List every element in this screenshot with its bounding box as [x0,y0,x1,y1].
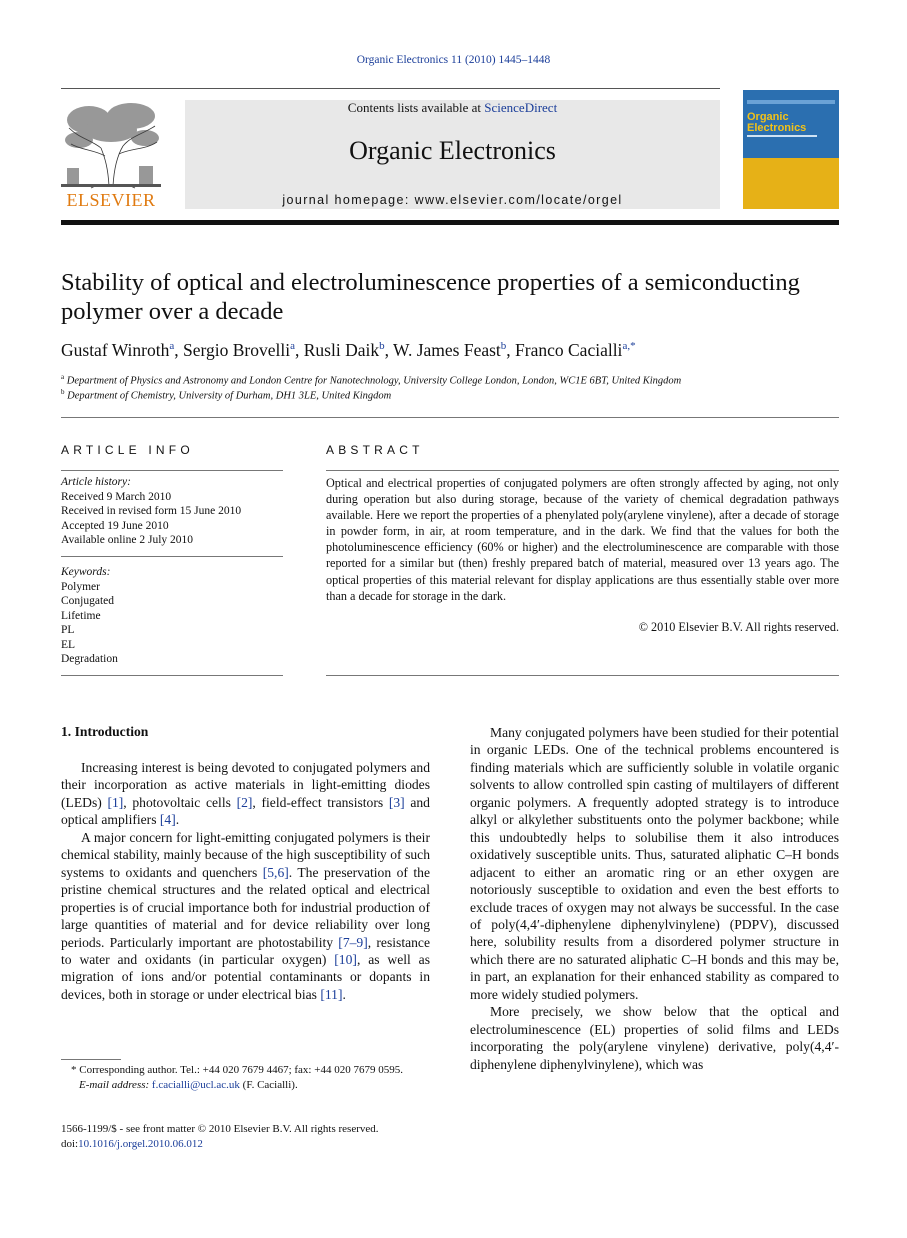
keyword: EL [61,638,76,651]
reference-link[interactable]: [3] [388,794,405,810]
affiliation-text: Department of Chemistry, University of Durham, DH1 3LE, United Kingdom [67,390,392,402]
author-name: W. James Feast [393,340,501,360]
text-run: and optical amplifiers [61,794,430,828]
doi-line [61,1137,461,1152]
body-column-left [61,759,430,1003]
paragraph [61,829,430,1004]
author-affiliation-mark[interactable]: a,* [622,340,636,353]
article-info-heading: ARTICLE INFO [61,443,194,457]
reference-link[interactable]: [7–9] [338,934,368,950]
author-name: Franco Cacialli [515,340,623,360]
text-run: A major concern for light-emitting conjugated polymers is their chemical stability, mainly because of the high susceptibility of such systems to oxidants and quenchers [61,829,430,880]
reference-link[interactable]: [5,6] [262,864,289,880]
paragraph: More precisely, we show below that the optical and electroluminescence (EL) properties of solid films and LEDs incorporating the poly(arylene vinylene) derivative, poly(4,4′-diphenylene diphenylvinylene), which was [470,1004,839,1072]
history-label: Article history: [61,476,131,488]
text-run: , field-effect transistors [252,794,389,810]
article-info-rule [61,556,283,557]
keyword: PL [61,624,75,636]
reference-link[interactable]: [4] [159,812,176,828]
cover-title-line2: Electronics [747,122,807,134]
author-affiliation-mark[interactable]: a [169,340,175,353]
affiliation-mark: a [61,373,65,381]
footnote-rule [61,1059,121,1060]
cover-strip [747,100,835,104]
issn-line: 1566-1199/$ - see front matter © 2010 Elsevier B.V. All rights reserved. [61,1123,379,1135]
text-run: . [342,986,346,1002]
email-suffix: (F. Cacialli). [239,1078,298,1091]
keywords [61,565,283,667]
elsevier-wordmark: ELSEVIER [66,190,156,210]
author-list: Gustaf Winroth$^a$, Sergio Brovelli$^a$, Rusli Daik$^b$, W. James Feast$^b$, Franco Cacialli$^{a,*}$ [61,340,636,360]
history-item: Available online 2 July 2010 [61,534,194,546]
keyword: Polymer [61,580,100,593]
paragraph: Many conjugated polymers have been studied for their potential in organic LEDs. One of the technical problems encountered is finding materials which are sufficiently soluble in volatile organic solvents to allow controlled spin casting of multilayers of different organic polymers. A frequently adopted strategy is to introduce alkyl or alkylether substituents onto the polymer backbone; while this undoubtedly helps to solubilise them it also introduces oxidatively susceptible units. Thus, saturated aliphatic C–H bonds adjacent to either an aromatic ring or an ether oxygen are notoriously susceptible to oxidation and even the best efforts to exclude traces of oxygen may not always be successful. In the case of poly(4,4′-diphenylene diphenylvinylene) (PDPV), discussed here, solubility results from a disordered polymer structure in which there are no saturated aliphatic C–H bonds and this may be, in part, an explanation for their enhanced stability as compared to more widely studied polymers. [470,725,839,1002]
keyword: Lifetime [61,609,101,622]
elsevier-logo [61,98,161,210]
sciencedirect-link[interactable]: ScienceDirect [484,100,558,115]
author-name: Sergio Brovelli [182,340,291,360]
abstract-text: Optical and electrical properties of conjugated polymers are often strongly affected by aging, not only during operation but also during storage, because of the variety of chemical degradation pathways available. Here we report the properties of a phenylated poly(arylene vinylene), after a decade of storage in powder form, in air, at room temperature, and in the dark. We find that the values for both the photoluminescence efficiency (60% or higher) and the electroluminescence are comparable with those reported for a similar but (then) freshly prepared batch of material, measured over 13 years ago. The optical properties of this material relevant for display applications are thus essentially stable over more than a decade for storage in the dark. [326,476,839,603]
journal-name: Organic Electronics [349,136,556,165]
cover-title-line1: Organic [747,111,789,123]
abstract-rule [326,675,839,676]
author-name: Rusli Daik [303,340,380,360]
affiliation-b [61,388,391,402]
reference-link[interactable]: [11] [320,986,343,1002]
contents-line [185,100,720,116]
article-info-rule [61,675,283,676]
history-item: Received 9 March 2010 [61,490,172,503]
reference-link[interactable]: [2] [236,794,253,810]
abstract-rule [326,470,839,471]
keyword: Degradation [61,653,118,665]
author-affiliation-mark[interactable]: b [379,340,385,353]
cover-subline [747,135,817,137]
text-run: , resistance to water and oxidants (in particular oxygen) [61,934,430,967]
text-run: Increasing interest is being devoted to conjugated polymers and their incorporation as active materials in light-emitting diodes (LEDs) [61,760,430,810]
article-title: Stability of optical and electroluminescence properties of a semiconducting polymer over a decade [61,269,800,325]
email-link[interactable]: f.cacialli@ucl.ac.uk [151,1078,240,1091]
article-info-rule [61,470,283,471]
doi-link[interactable]: 10.1016/j.orgel.2010.06.012 [78,1137,203,1150]
body-column-right [470,724,839,1073]
journal-cover[interactable] [743,90,839,209]
section-heading: 1. Introduction [61,724,149,739]
text-run: . The preservation of the pristine chemical structures and the related optical and electrical properties is of crucial importance both for industrial production of large quantities of material and for device reliability over long periods. Particularly important are photostability [61,864,430,950]
header-thick-rule [61,220,839,225]
abstract-heading: ABSTRACT [326,443,424,457]
article-history [61,475,283,548]
keywords-label: Keywords: [61,566,111,578]
affiliation-mark: b [61,388,65,396]
cover-title [747,112,806,134]
text-run: , as well as migration of ions and/or potential contaminants or dopants in devices, both in storage or under electrical bias [61,951,430,1002]
abstract-copyright: © 2010 Elsevier B.V. All rights reserved. [638,620,839,634]
affiliation-rule [61,417,839,418]
author-affiliation-mark[interactable]: a [290,340,295,353]
paragraph [61,759,430,829]
affiliation-a [61,373,681,387]
reference-link[interactable]: [10] [334,951,357,967]
footnote-contact: * Corresponding author. Tel.: +44 020 7679 4467; fax: +44 020 7679 0595. [71,1064,403,1076]
keyword: Conjugated [61,595,115,607]
author-affiliation-mark[interactable]: b [500,340,507,353]
cover-band [743,158,839,209]
header-rule [61,88,720,89]
front-matter [61,1122,461,1151]
affiliation-text: Department of Physics and Astronomy and London Centre for Nanotechnology, University College London, London, WC1E 6BT, United Kingdom [66,375,682,387]
footnote-email-line [61,1078,430,1093]
history-item: Received in revised form 15 June 2010 [61,505,242,517]
email-label: E-mail address: [79,1078,150,1091]
doi-label: doi: [61,1137,79,1150]
author-name: Gustaf Winroth [61,340,170,360]
journal-citation[interactable]: Organic Electronics 11 (2010) 1445–1448 [356,54,551,66]
text-run: , photovoltaic cells [123,794,237,810]
journal-homepage[interactable]: journal homepage: www.elsevier.com/locate/orgel [282,193,623,207]
history-item: Accepted 19 June 2010 [61,519,169,532]
corresponding-author-footnote [61,1063,430,1092]
reference-link[interactable]: [1] [107,794,124,810]
text-run: . [175,812,180,828]
contents-prefix: Contents lists available at [347,100,485,115]
